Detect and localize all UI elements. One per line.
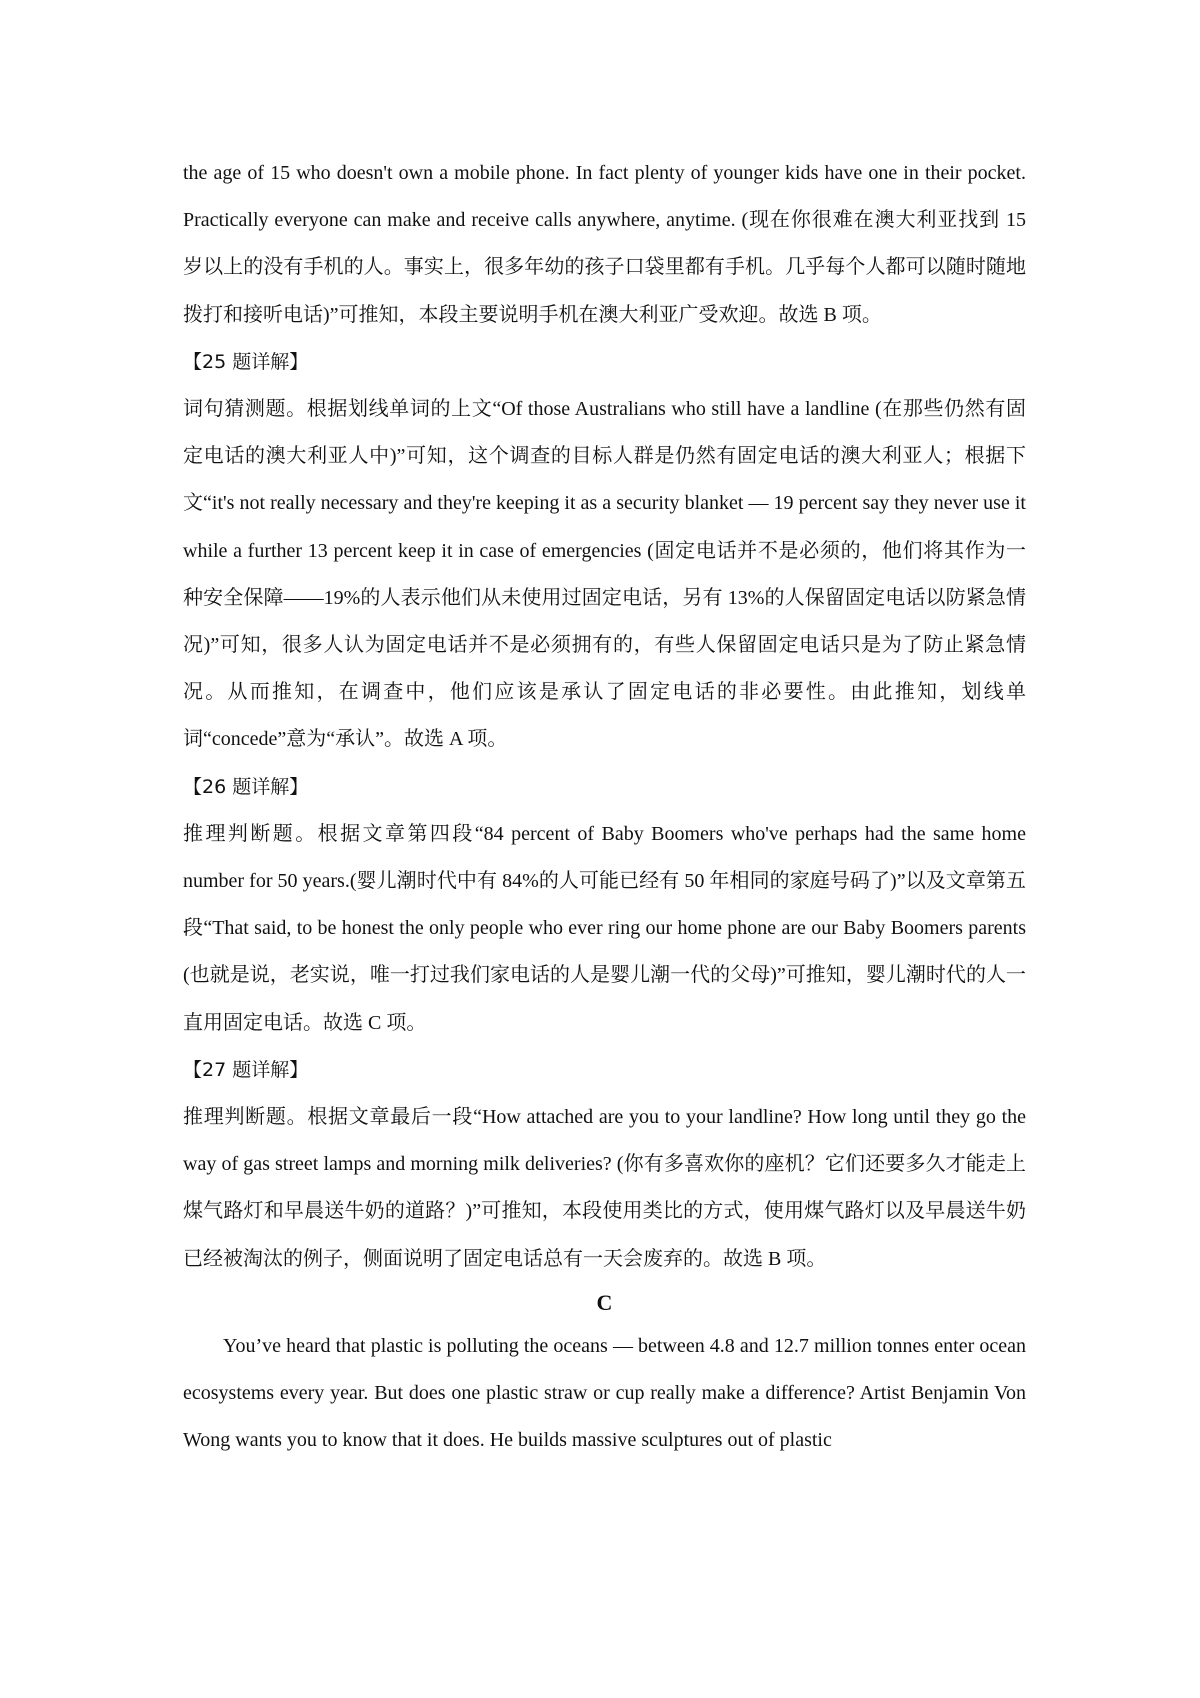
paragraph-q24-continuation: the age of 15 who doesn't own a mobile phone. In fact plenty of younger kids have one in their pocket. Practically everyone can make and receive calls anywhere, anytime. (现在你很难在澳大利亚找到 15 岁以上的没有手机的人。事实上，很多年幼的孩子口袋里都有手机。几乎每个人都可以随时随地拨打和接听电话)”可推知，本段主要说明手机在澳大利亚广受欢迎。故选 B 项。 [183,162,1026,326]
question-27-explanation: 推理判断题。根据文章最后一段“How attached are you to your landline? How long until they go the way of gas street lamps and morning milk deliveries? (你有多喜欢你的座机？它们还要多久才能走上煤气路灯和早晨送牛奶的道路？)”可推知，本段使用类比的方式，使用煤气路灯以及早晨送牛奶已经被淘汰的例子，侧面说明了固定电话总有一天会废弃的。故选 B 项。 [183,1106,1026,1270]
document-page [183,150,1026,1464]
question-25-explanation: 词句猜测题。根据划线单词的上文“Of those Australians who still have a landline (在那些仍然有固定电话的澳大利亚人中)”可知，这个调查的目标人群是仍然有固定电话的澳大利亚人；根据下文“it's not really necessary and they're keeping it as a security blanket — 19 percent say they never use it while a further 13 percent keep it in case of emergencies (固定电话并不是必须的，他们将其作为一种安全保障——19%的人表示他们从未使用过固定电话，另有 13%的人保留固定电话以防紧急情况)”可知，很多人认为固定电话并不是必须拥有的，有些人保留固定电话只是为了防止紧急情况。从而推知，在调查中，他们应该是承认了固定电话的非必要性。由此推知，划线单词“concede”意为“承认”。故选 A 项。 [183,398,1026,751]
question-26-heading: 【26 题详解】 [183,775,309,798]
section-c-title: C [596,1289,613,1315]
question-27-heading: 【27 题详解】 [183,1058,309,1081]
question-26-explanation: 推理判断题。根据文章第四段“84 percent of Baby Boomers who've perhaps had the same home number for 50 years.(婴儿潮时代中有 84%的人可能已经有 50 年相同的家庭号码了)”以及文章第五段“That said, to be honest the only people who ever ring our home phone are our Baby Boomers parents (也就是说，老实说，唯一打过我们家电话的人是婴儿潮一代的父母)”可推知，婴儿潮时代的人一直用固定电话。故选 C 项。 [183,822,1026,1034]
question-25-heading: 【25 题详解】 [183,350,309,373]
section-c-passage: You’ve heard that plastic is polluting the oceans — between 4.8 and 12.7 million tonnes enter ocean ecosystems every year. But does one plastic straw or cup really make a difference? Artist Benjamin Von Wong wants you to know that it does. He builds massive sculptures out of plastic [183,1334,1026,1452]
